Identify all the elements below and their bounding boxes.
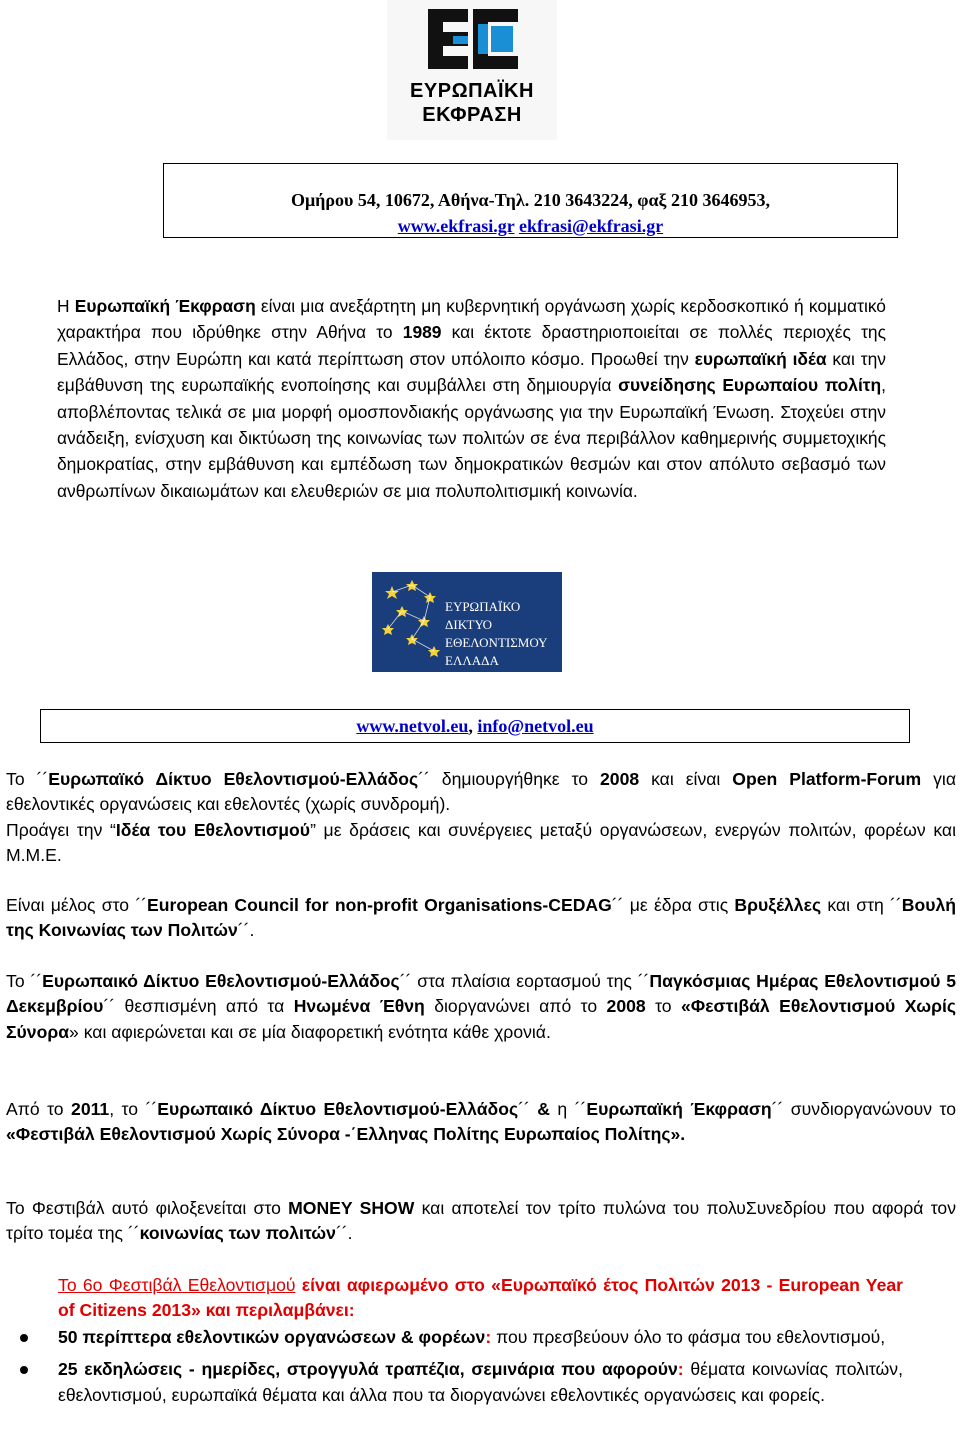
contact-box <box>163 163 898 238</box>
text: και αποτελεί τον τρίτο πυλώνα του πολυΣυνεδρίου που αφορά τον τρίτο τομέα της ´´ <box>6 1198 956 1244</box>
network-paragraph <box>6 767 956 869</box>
bold-text: Ευρωπαϊκό Δίκτυο Εθελοντισμού-Ελλάδος <box>48 769 419 789</box>
bold-text: Βρυξέλλες <box>734 895 822 915</box>
text: Το Φεστιβάλ αυτό φιλοξενείται στο <box>6 1198 289 1218</box>
list-item <box>58 1325 903 1350</box>
bold-text: «Φεστιβάλ Εθελοντισμού Χωρίς Σύνορα <box>6 996 956 1042</box>
bold-text: 2011 <box>71 1099 110 1119</box>
bold-text: 2008 <box>600 769 640 789</box>
ekfrasi-logo-line1: ΕΥΡΩΠΑΪΚΗ <box>410 80 534 102</box>
text: ´´ με έδρα στις <box>611 895 735 915</box>
text: Είναι μέλος στο ´´ <box>6 895 148 915</box>
text: διοργανώνει από το <box>424 996 607 1017</box>
intro-paragraph <box>57 293 886 504</box>
netvol-logo-line3: ΕΘΕΛΟΝΤΙΣΜΟΥ <box>445 635 548 650</box>
bullet-bold: 25 εκδηλώσεις - ημερίδες, στρογγυλά τραπέζια, σεμινάρια που αφορούν <box>58 1359 678 1380</box>
text: ´´ συνδιοργανώνουν το <box>771 1099 957 1119</box>
intro-text: , αποβλέποντας τελικά σε μια μορφή ομοσπονδιακής οργάνωσης για την Ευρωπαϊκή Ένωση. Στοχεύει στην ανάδειξη, ενίσχυση και δικτύωση της κοινωνίας των πολιτών σε ένα περιβάλλον καθημερινής συμμετοχικής δημοκρατίας, στην εμβάθυνση και εμπέδωση των δημοκρατικών θεσμών και στον απόλυτο σεβασμό των ανθρωπίνων δικαιωμάτων και ελευθεριών σε μια πολυπολιτισμική κοινωνία. <box>57 375 887 501</box>
bold-text: Ηνωμένα Έθνη <box>293 996 425 1017</box>
netvol-logo <box>372 572 562 672</box>
text: ” με δράσεις και συνέργειες μεταξύ οργανώσεων, ενεργών πολιτών, φορέων και Μ.Μ.Ε. <box>6 819 956 866</box>
text: Από το <box>6 1099 72 1119</box>
festival-heading-underlined: Το 6ο Φεστιβάλ Εθελοντισμού <box>58 1275 296 1295</box>
text: ´´. <box>335 1223 353 1244</box>
text: για εθελοντικές οργανώσεις και εθελοντές (χωρίς συνδρομή). <box>6 769 956 815</box>
festival-origin-paragraph <box>6 969 956 1045</box>
intro-bold: ευρωπαϊκή ιδέα <box>694 348 827 369</box>
co-organization-paragraph <box>6 1097 956 1148</box>
text: το <box>645 996 681 1017</box>
bold-text: & <box>537 1099 550 1119</box>
bold-text: «Φεστιβάλ Εθελοντισμού Χωρίς Σύνορα -΄Ελληνας Πολίτης Ευρωπαίος Πολίτης». <box>6 1124 686 1145</box>
festival-heading-text <box>58 1275 903 1320</box>
bullet-icon <box>20 1366 28 1374</box>
bold-text: European Council for non-profit Organisations-CEDAG <box>147 895 612 915</box>
intro-bold: 1989 <box>402 322 442 343</box>
text: , το ´´ <box>109 1099 158 1119</box>
netvol-email-link[interactable]: info@netvol.eu <box>477 716 594 736</box>
netvol-logo-line2: ΔΙΚΤΥΟ <box>445 617 493 632</box>
intro-text: είναι μια ανεξάρτητη μη κυβερνητική οργάνωση χωρίς κερδοσκοπικό ή κομματικό χαρακτήρα που ιδρύθηκε στην Αθήνα το <box>57 296 886 343</box>
text: Το ´´ <box>6 971 43 991</box>
bold-text: Open Platform-Forum <box>732 769 922 789</box>
netvol-website-link[interactable]: www.netvol.eu <box>356 716 469 736</box>
text: Προάγει την “ <box>6 819 116 840</box>
email-link[interactable]: ekfrasi@ekfrasi.gr <box>518 216 664 236</box>
website-link[interactable]: www.ekfrasi.gr <box>397 216 515 236</box>
festival-heading <box>58 1273 903 1324</box>
festival-heading-rest: είναι αφιερωμένο στο «Ευρωπαϊκό έτος Πολιτών 2013 - European Year of Citizens 2013» και περιλαμβάνει: <box>58 1275 903 1321</box>
text: Το ´´ <box>6 769 49 789</box>
text: και στη ´´ <box>821 895 902 915</box>
text: και είναι <box>639 769 733 789</box>
contact-links <box>164 216 897 237</box>
intro-bold: συνείδησης Ευρωπαίου πολίτη <box>618 375 882 396</box>
bold-text: Ευρωπαικό Δίκτυο Εθελοντισμού-Ελλάδος <box>157 1099 519 1119</box>
intro-text: Η <box>57 296 75 316</box>
paragraph-founded <box>6 767 956 818</box>
bullet-text: θέματα κοινωνίας πολιτών, εθελοντισμού, ευρωπαϊκά θέματα και άλλα που τα διοργανώνει εθελοντικές οργανώσεις και φορείς. <box>58 1359 903 1405</box>
netvol-contact-box <box>40 709 910 743</box>
bold-text: MONEY SHOW <box>288 1198 415 1218</box>
ekfrasi-logo-line2: ΕΚΦΡΑΣΗ <box>422 104 522 126</box>
bold-text: Βουλή της Κοινωνίας των Πολιτών <box>6 895 956 941</box>
bold-text: Παγκόσμιας Ημέρας Εθελοντισμού 5 Δεκεμβρίου <box>6 971 957 1017</box>
contact-address: Ομήρου 54, 10672, Αθήνα-Τηλ. 210 3643224, φαξ 210 3646953, <box>290 190 771 210</box>
bullet-colon: : <box>677 1359 684 1380</box>
text: ´´ στα πλαίσια εορτασμού της ´´ <box>399 971 650 991</box>
paragraph-promotes <box>6 818 956 869</box>
intro-bold: Ευρωπαϊκή Έκφραση <box>74 296 256 316</box>
netvol-separator: , <box>468 716 478 736</box>
text: ´´ δημιουργήθηκε το <box>418 769 601 789</box>
bold-text: 2008 <box>606 996 646 1017</box>
list-item <box>58 1357 903 1408</box>
ekfrasi-logo-mark-icon <box>423 4 523 74</box>
bullet-icon <box>20 1334 28 1342</box>
bold-text: Ιδέα του Εθελοντισμού <box>115 819 311 840</box>
intro-text: και την εμβάθυνση της ευρωπαϊκής ενοποίησης και συμβάλλει στη δημιουργία <box>57 348 886 396</box>
netvol-logo-line4: ΕΛΛΑΔΑ <box>445 653 499 668</box>
text: η ´´ <box>549 1099 587 1119</box>
bullet-text: που πρεσβεύουν όλο το φάσμα του εθελοντισμού, <box>491 1327 886 1347</box>
bold-text: κοινωνίας των πολιτών <box>139 1223 336 1244</box>
bold-text: Ευρωπαϊκή Έκφραση <box>586 1099 772 1119</box>
text: ´´ θεσπισμένη από τα <box>103 996 294 1017</box>
bold-text: Ευρωπαικό Δίκτυο Εθελοντισμού-Ελλάδος <box>42 971 400 991</box>
text: » και αφιερώνεται και σε μία διαφορετική ενότητα κάθε χρονιά. <box>69 1021 551 1042</box>
bullet-bold: 50 περίπτερα εθελοντικών οργανώσεων & φορέων <box>58 1327 486 1347</box>
intro-text: και έκτοτε δραστηριοποιείται σε πολλές περιοχές της Ελλάδος, στην Ευρώπη και κατά περίπτωση στον υπόλοιπο κόσμο. Προωθεί την <box>57 322 886 369</box>
membership-paragraph <box>6 893 956 944</box>
ekfrasi-logo <box>387 0 557 140</box>
bullet-colon: : <box>485 1327 492 1347</box>
text: ´´ <box>518 1099 538 1119</box>
text: ´´. <box>237 920 255 941</box>
netvol-logo-line1: ΕΥΡΩΠΑΪΚΟ <box>445 599 521 614</box>
festival-bullet-list <box>58 1325 903 1415</box>
money-show-paragraph <box>6 1196 956 1247</box>
